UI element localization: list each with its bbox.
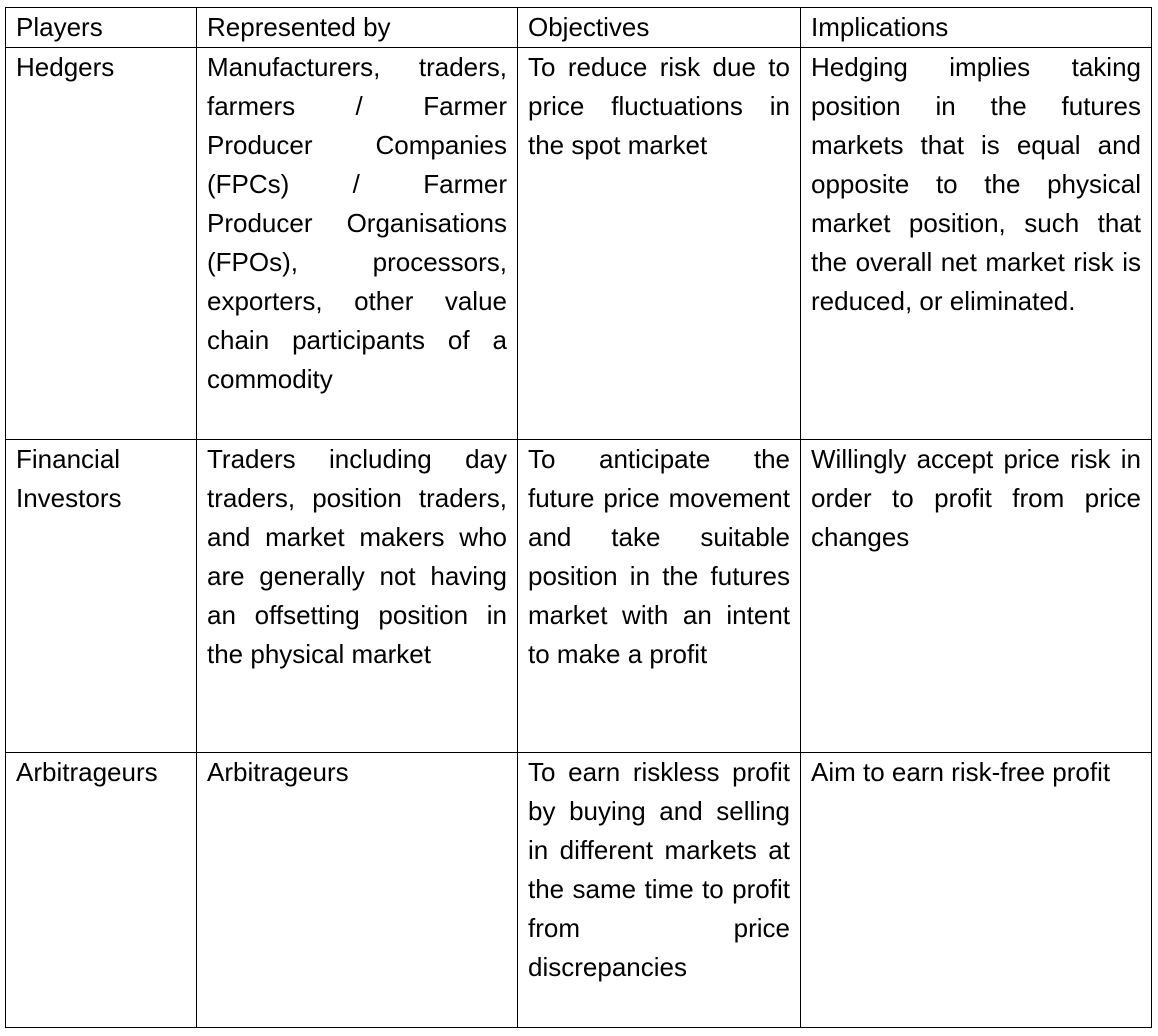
represented-by-cell: Traders including day traders, position traders, and market makers who are generally not having an offsetting position in the physical market <box>197 440 518 753</box>
players-table <box>5 7 1152 1028</box>
table-header-row <box>6 8 1152 48</box>
header-players: Players <box>6 8 197 48</box>
objectives-cell: To reduce risk due to price fluctuations in the spot market <box>518 48 801 440</box>
player-cell: Arbitrageurs <box>6 753 197 1028</box>
player-cell: Hedgers <box>6 48 197 440</box>
objectives-cell: To anticipate the future price movement and take suitable position in the futures market with an intent to make a profit <box>518 440 801 753</box>
player-cell: Financial Investors <box>6 440 197 753</box>
implications-cell: Aim to earn risk-free profit <box>801 753 1152 1028</box>
represented-by-cell: Arbitrageurs <box>197 753 518 1028</box>
objectives-cell: To earn riskless profit by buying and selling in different markets at the same time to profit from price discrepancies <box>518 753 801 1028</box>
implications-cell: Hedging implies taking position in the futures markets that is equal and opposite to the physical market position, such that the overall net market risk is reduced, or eliminated. <box>801 48 1152 440</box>
header-represented-by: Represented by <box>197 8 518 48</box>
table-row <box>6 753 1152 1028</box>
table-row <box>6 440 1152 753</box>
header-objectives: Objectives <box>518 8 801 48</box>
implications-cell: Willingly accept price risk in order to profit from price changes <box>801 440 1152 753</box>
header-implications: Implications <box>801 8 1152 48</box>
represented-by-cell: Manufacturers, traders, farmers / Farmer Producer Companies (FPCs) / Farmer Producer Organisations (FPOs), processors, exporters, other value chain participants of a commodity <box>197 48 518 440</box>
table-row <box>6 48 1152 440</box>
